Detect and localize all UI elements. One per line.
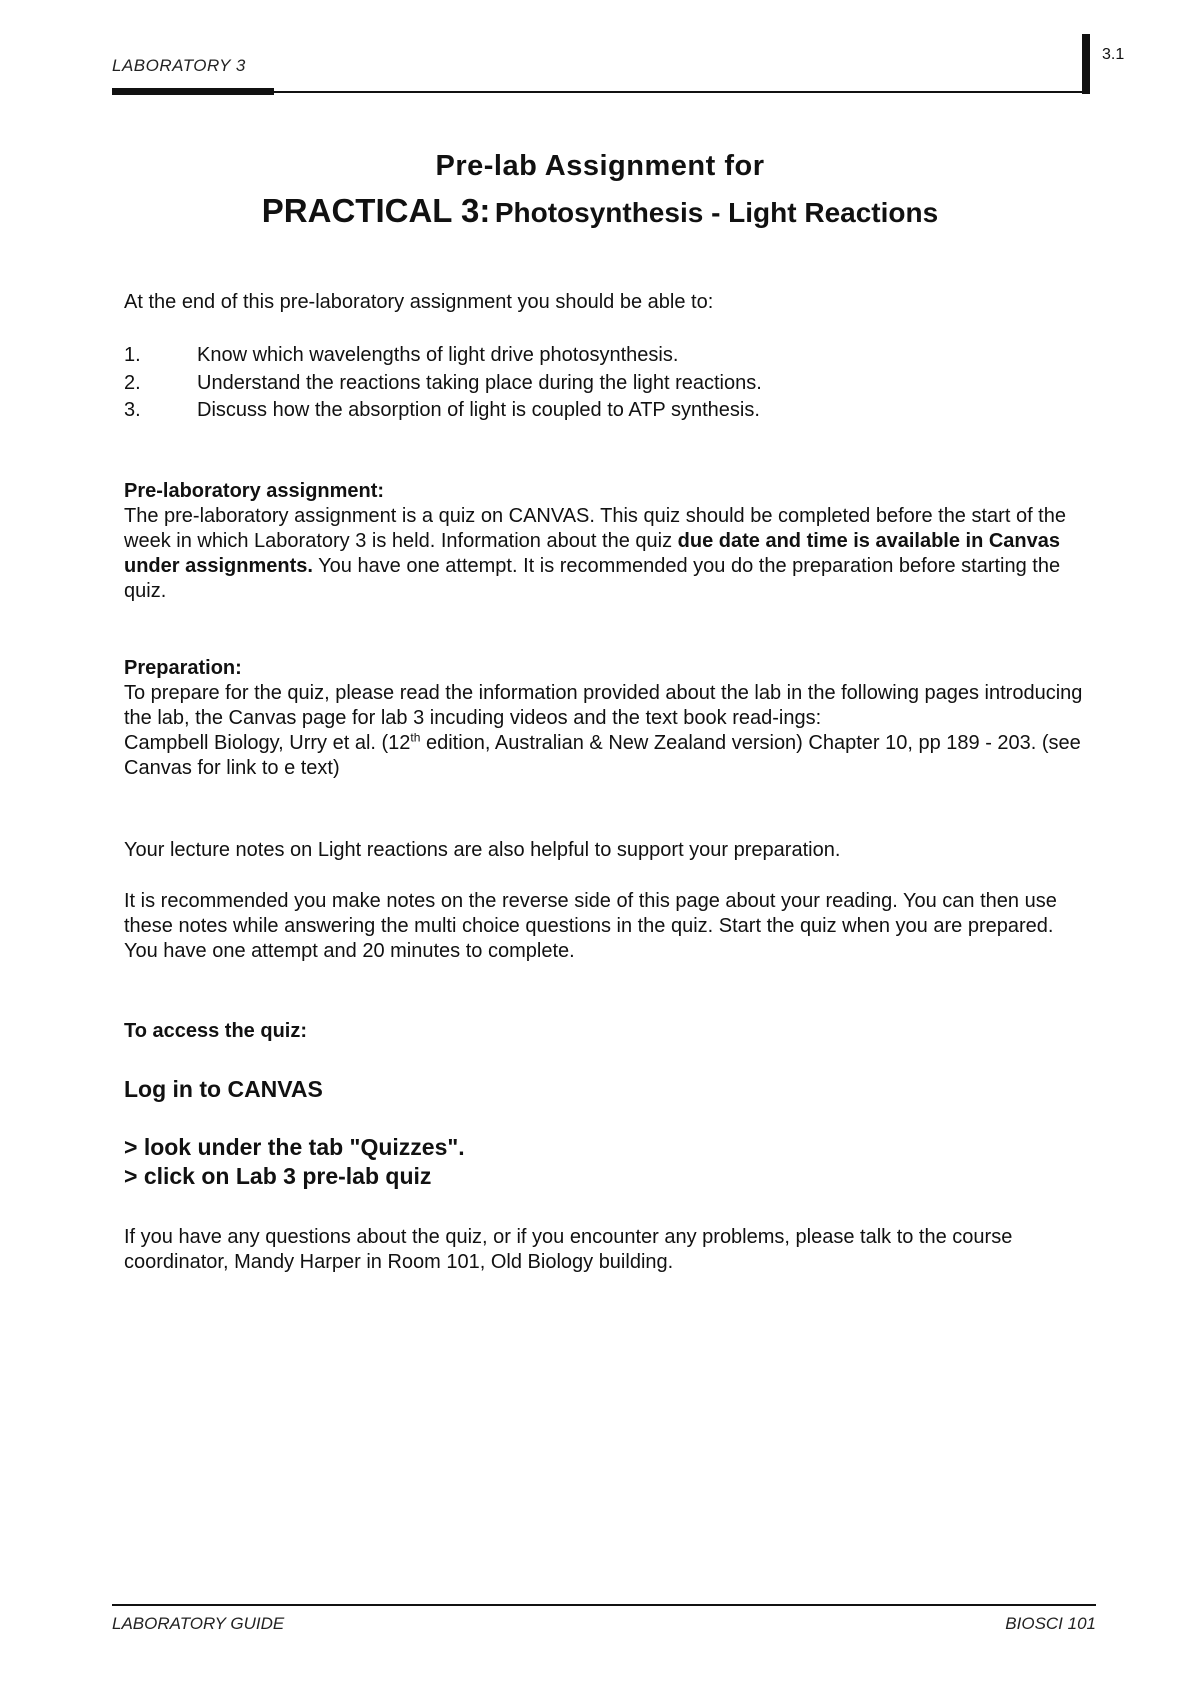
recommendation-text: It is recommended you make notes on the reverse side of this page about your reading. You can then use these notes while answering the multi choice questions in the quiz. Start the quiz when you are prepared. You have one attempt and 20 minutes to complete.	[124, 890, 1057, 962]
list-item-text: Know which wavelengths of light drive photosynthesis.	[197, 344, 679, 366]
access-heading: To access the quiz:	[124, 1020, 308, 1042]
page-title-line2	[0, 192, 1200, 230]
list-item-text: Discuss how the absorption of light is coupled to ATP synthesis.	[197, 399, 760, 421]
footer-right: BIOSCI 101	[1005, 1614, 1096, 1633]
list-item-number: 1.	[124, 344, 141, 366]
practical-label: PRACTICAL 3:	[261, 192, 491, 229]
page-number: 3.1	[1102, 46, 1125, 63]
access-step-tab: > look under the tab "Quizzes".	[124, 1134, 465, 1160]
reference-superscript: th	[410, 730, 421, 745]
footer-left: LABORATORY GUIDE	[112, 1614, 285, 1633]
access-step-click: > click on Lab 3 pre-lab quiz	[124, 1163, 432, 1189]
reference-part1: Campbell Biology, Urry et al. (12	[124, 732, 411, 754]
page-number-bar	[1082, 34, 1090, 94]
list-item	[124, 397, 762, 425]
textbook-reference	[124, 731, 1084, 781]
header-rule-accent	[112, 88, 274, 95]
assignment-text-part2: You have one attempt. It is recommended you do the preparation before starting the quiz.	[124, 555, 1061, 602]
list-item-number: 2.	[124, 371, 141, 394]
list-item	[124, 342, 762, 370]
practical-topic: Photosynthesis - Light Reactions	[494, 197, 939, 228]
header-rule	[274, 91, 1090, 93]
intro-text: At the end of this pre-laboratory assignment you should be able to:	[124, 291, 714, 313]
reference-part2: edition, Australian & New Zealand version) Chapter 10, pp 189 - 203. (see Canvas for link to e text)	[124, 732, 1081, 779]
assignment-text-part1: The pre-laboratory assignment is a quiz on CANVAS. This quiz should be completed before the start of the week in which Laboratory 3 is held. Information about the quiz	[124, 505, 1066, 552]
assignment-section	[124, 479, 1084, 604]
page-title-line1: Pre-lab Assignment for	[435, 150, 765, 182]
list-item	[124, 370, 762, 398]
assignment-text-bold: due date and time is available in Canvas under assignments.	[124, 530, 1061, 577]
preparation-section	[124, 656, 1084, 781]
preparation-heading: Preparation:	[124, 657, 242, 679]
assignment-paragraph	[124, 504, 1084, 604]
contact-text: If you have any questions about the quiz, or if you encounter any problems, please talk to the course coordinator, Mandy Harper in Room 101, Old Biology building.	[124, 1226, 1013, 1273]
access-step-login: Log in to CANVAS	[124, 1076, 323, 1102]
objectives-list	[124, 342, 762, 425]
assignment-heading: Pre-laboratory assignment:	[124, 480, 385, 502]
footer-rule	[112, 1604, 1096, 1606]
list-item-text: Understand the reactions taking place during the light reactions.	[197, 371, 762, 394]
preparation-text: To prepare for the quiz, please read the information provided about the lab in the following pages introducing the lab, the Canvas page for lab 3 incuding videos and the text book read-ings:	[124, 682, 1083, 729]
list-item-number: 3.	[124, 399, 141, 421]
lecture-notes-text: Your lecture notes on Light reactions are also helpful to support your preparation.	[124, 839, 841, 861]
header-section-label: LABORATORY 3	[112, 56, 246, 75]
